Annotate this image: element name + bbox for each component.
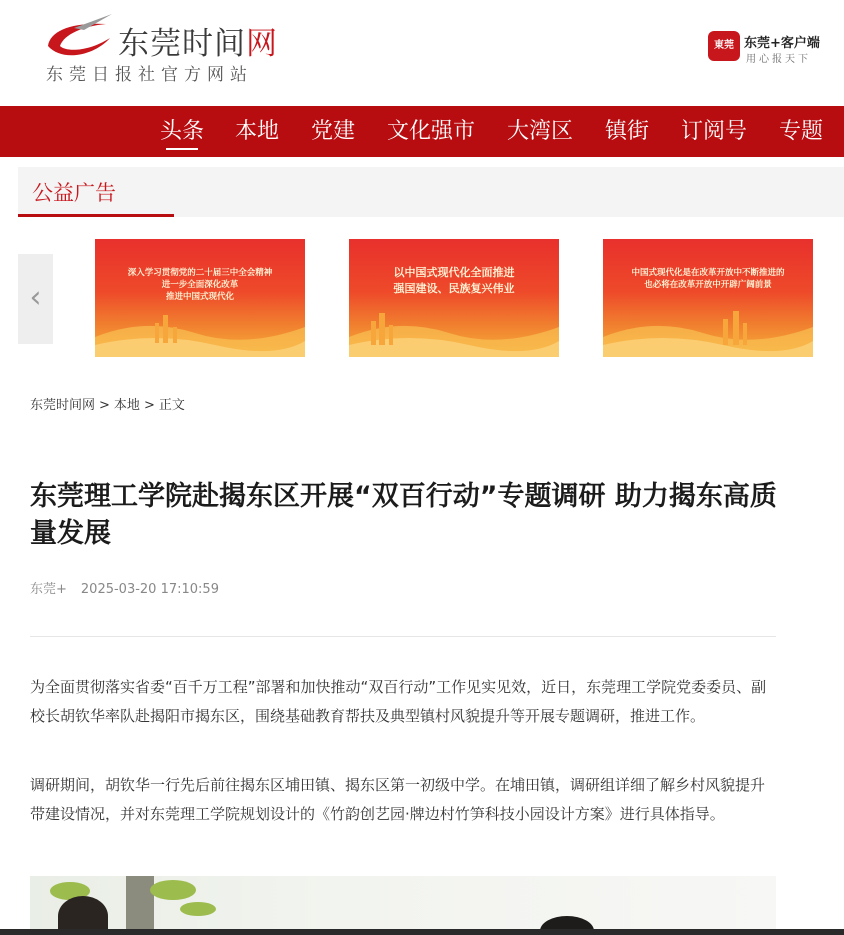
photo-foliage [150,880,196,900]
article-time: 2025-03-20 17:10:59 [80,582,219,597]
logo-name: 东莞时间网 [118,26,278,62]
nav-item-towns[interactable]: 镇街 [605,119,650,144]
nav-item-greater-bay[interactable]: 大湾区 [507,119,574,144]
ad-title-underline [18,214,174,217]
breadcrumb-home[interactable]: 东莞时间网 [30,398,96,413]
nav-item-headlines[interactable]: 头条 [160,106,204,157]
site-header [0,0,844,106]
logo-swoosh-icon [44,12,116,62]
ad-section-header [18,167,844,217]
bottom-bar [0,929,844,935]
ad-section-title: 公益广告 [32,181,116,205]
app-subtitle: 用心报天下 [746,54,811,65]
main-nav [0,106,844,157]
nav-item-party[interactable]: 党建 [311,119,356,144]
nav-item-subscriptions[interactable]: 订阅号 [681,119,748,144]
ad-banner-text: 中国式现代化是在改革开放中不断推进的 也必将在改革开放中开辟广阔前景 [631,268,785,290]
breadcrumb-separator: > [99,398,110,413]
article-paragraph: 调研期间，胡钦华一行先后前往揭东区埔田镇、揭东区第一初级中学。在埔田镇，调研组详细了解乡村风貌提升带建设情况，并对东莞理工学院规划设计的《竹韵创艺园·牌边村竹笋科技小园设计方案》进行具体指导。 [30,776,766,823]
article-photo [30,876,776,935]
photo-foliage [180,902,216,916]
breadcrumb [30,394,185,413]
ad-banner-text: 深入学习贯彻党的二十届三中全会精神 进一步全面深化改革 推进中国式现代化 [127,268,273,302]
logo-tagline: 东莞日报社官方网站 [46,65,253,85]
carousel-prev-button[interactable] [18,254,53,344]
ad-banner-2[interactable] [349,239,559,357]
ad-banner-text: 以中国式现代化全面推进 强国建设、民族复兴伟业 [393,266,515,295]
breadcrumb-local[interactable]: 本地 [113,398,140,413]
ad-banner-3[interactable] [603,239,813,357]
photo-tree-trunk [126,876,154,935]
article-headline: 东莞理工学院赴揭东区开展“双百行动”专题调研 助力揭东高质量发展 [30,481,777,549]
site-logo[interactable] [44,12,294,92]
chevron-left-icon: ‹ [29,280,42,315]
nav-item-local[interactable]: 本地 [235,119,280,144]
meta-divider [30,636,776,637]
banner-skyline [603,287,813,357]
ad-banner-1[interactable] [95,239,305,357]
article-source: 东莞+ [30,582,67,597]
breadcrumb-current: 正文 [158,398,185,413]
nav-item-topics[interactable]: 专题 [779,119,824,144]
banner-skyline [95,287,305,357]
app-download-badge[interactable] [706,30,824,64]
app-icon: 東莞 [708,31,740,61]
article-meta [30,578,219,597]
nav-item-culture[interactable]: 文化强市 [387,119,476,144]
article-paragraph: 为全面贯彻落实省委“百千万工程”部署和加快推动“双百行动”工作见实见效，近日，东莞理工学院党委委员、副校长胡钦华率队赴揭阳市揭东区，围绕基础教育帮扶及典型镇村风貌提升等开展专题调研，推进工作。 [30,678,767,725]
breadcrumb-separator: > [143,398,155,413]
banner-skyline [349,287,559,357]
app-title: 东莞+客户端 [744,36,820,51]
